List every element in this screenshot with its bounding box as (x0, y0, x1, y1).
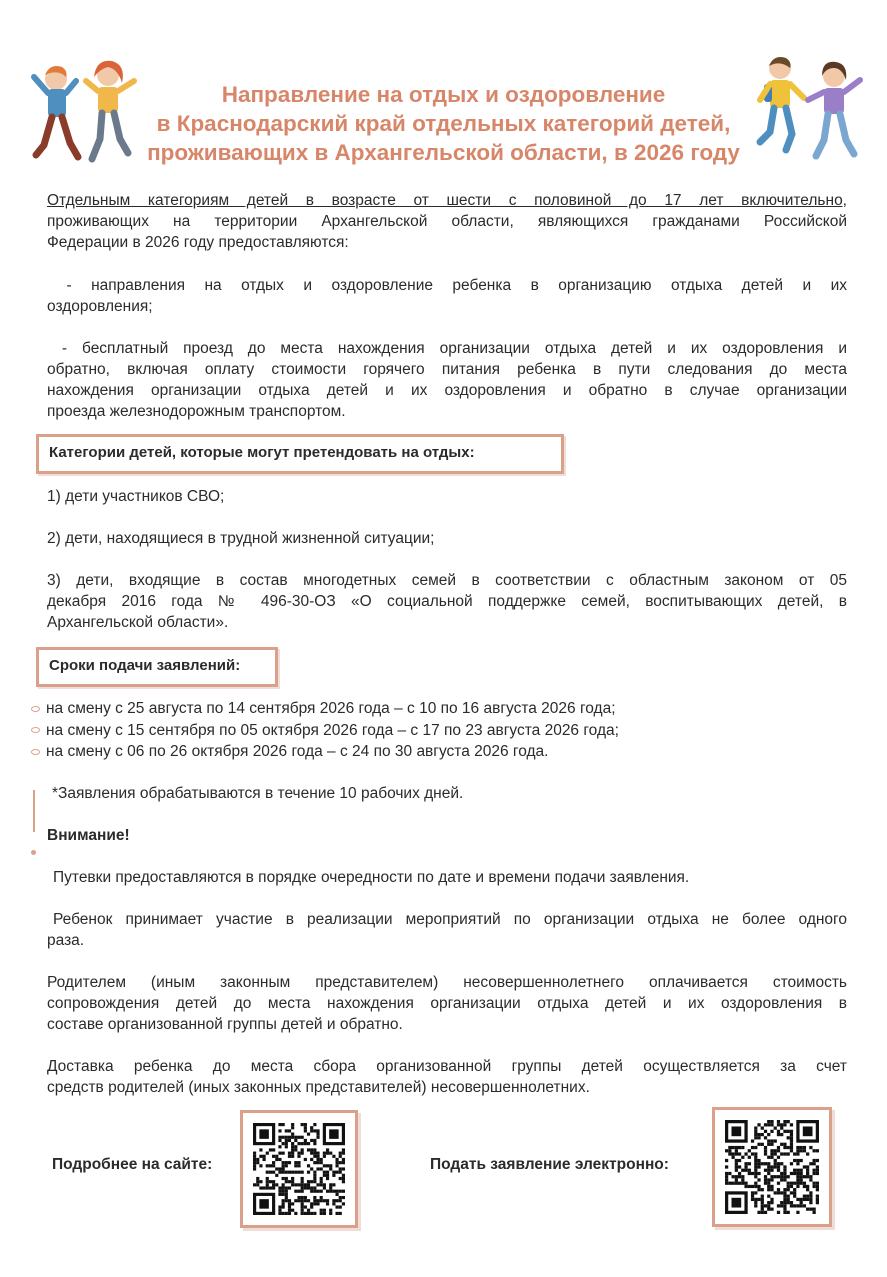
bullet-circle-icon (31, 727, 40, 733)
qr-code-icon (253, 1123, 345, 1215)
deadlines-list (31, 698, 619, 763)
list-item (31, 698, 619, 720)
processing-note (52, 783, 852, 804)
category-1 (47, 486, 847, 507)
attention-p1-text: Путевки предоставляются в порядке очередности по дате и времени подачи заявления. (53, 869, 690, 886)
page-title (110, 80, 777, 167)
attention-p4-line-1: Доставка ребенка до места сбора организованной группы детей осуществляется за счет (47, 1058, 847, 1075)
deadline-text: на смену с 15 сентября по 05 октября 2026 года – с 17 по 23 августа 2026 года; (46, 721, 619, 739)
deadlines-heading: Сроки подачи заявлений: (49, 657, 241, 674)
category-3-line-2: декабря 2016 года № 496-30-ОЗ «О социальной поддержке семей, воспитывающих детей, в (47, 593, 847, 610)
attention-p3-line-3: составе организованной группы детей и обратно. (47, 1016, 403, 1033)
bullet-circle-icon (31, 706, 40, 712)
intro-paragraph (47, 190, 847, 253)
apply-label: Подать заявление электронно: (430, 1156, 669, 1173)
benefit-1-line-2: оздоровления; (47, 298, 153, 315)
benefit-2-line-1: - бесплатный проезд до места нахождения организации отдыха детей и их оздоровления и (47, 340, 847, 357)
processing-note-text: *Заявления обрабатываются в течение 10 рабочих дней. (52, 785, 464, 802)
attention-p3-line-2: сопровождения детей до места нахождения организации отдыха детей и их оздоровления в (47, 995, 847, 1012)
site-label: Подробнее на сайте: (52, 1156, 213, 1173)
attention-paragraph-1 (53, 867, 853, 888)
qr-code-icon (725, 1120, 819, 1214)
site-qr-code[interactable] (240, 1110, 358, 1228)
attention-p3-line-1: Родителем (иным законным представителем) несовершеннолетнего оплачивается стоимость (47, 974, 847, 991)
intro-line-3: Федерации в 2026 году предоставляются: (47, 234, 349, 251)
benefit-2-line-4: проезда железнодорожным транспортом. (47, 403, 346, 420)
category-3 (47, 570, 847, 633)
intro-line-1: Отдельным категориям детей в возрасте от шести с половиной до 17 лет включительно, (47, 192, 847, 209)
benefit-2-line-2: обратно, включая оплату стоимости горячего питания ребенка в пути следования до места (47, 361, 847, 378)
attention-heading (47, 825, 847, 846)
category-3-line-1: 3) дети, входящие в состав многодетных семей в соответствии с областным законом от 05 (47, 572, 847, 589)
benefit-2-line-3: нахождения организации отдыха детей и их оздоровления и обратно в случае организации (47, 382, 847, 399)
bullet-circle-icon (31, 749, 40, 755)
deadline-text: на смену с 06 по 26 октября 2026 года – с 24 по 30 августа 2026 года. (46, 743, 549, 760)
categories-heading-box (36, 434, 564, 474)
category-1-text: 1) дети участников СВО; (47, 488, 225, 505)
decorative-side-dot (31, 850, 36, 855)
list-item (31, 720, 619, 742)
intro-line-2: проживающих на территории Архангельской области, являющихся гражданами Российской (47, 213, 847, 230)
attention-p2-line-2: раза. (47, 932, 85, 949)
deadlines-heading-box (36, 647, 278, 687)
title-line-1: Направление на отдых и оздоровление (221, 82, 666, 107)
list-item (31, 741, 619, 763)
attention-paragraph-4 (47, 1056, 847, 1098)
category-2-text: 2) дети, находящиеся в трудной жизненной ситуации; (47, 530, 435, 547)
title-line-3: проживающих в Архангельской области, в 2026 году (147, 140, 740, 165)
title-line-2: в Краснодарский край отдельных категорий детей, (156, 111, 731, 136)
attention-p2-line-1: Ребенок принимает участие в реализации мероприятий по организации отдыха не более одного (53, 911, 847, 928)
attention-heading-text: Внимание! (47, 827, 130, 844)
categories-heading: Категории детей, которые могут претендовать на отдых: (49, 444, 475, 461)
benefit-item-2 (47, 338, 847, 422)
attention-p4-line-2: средств родителей (иных законных представителей) несовершеннолетних. (47, 1079, 590, 1096)
decorative-side-line (33, 790, 35, 832)
attention-paragraph-2 (47, 909, 847, 951)
deadline-text: на смену с 25 августа по 14 сентября 2026 года – с 10 по 16 августа 2026 года; (46, 700, 616, 717)
benefit-item-1 (47, 275, 847, 317)
benefit-1-line-1: - направления на отдых и оздоровление ребенка в организацию отдыха детей и их (47, 277, 847, 294)
category-3-line-3: Архангельской области». (47, 614, 229, 631)
attention-paragraph-3 (47, 972, 847, 1035)
category-2 (47, 528, 847, 549)
apply-qr-code[interactable] (712, 1107, 832, 1227)
